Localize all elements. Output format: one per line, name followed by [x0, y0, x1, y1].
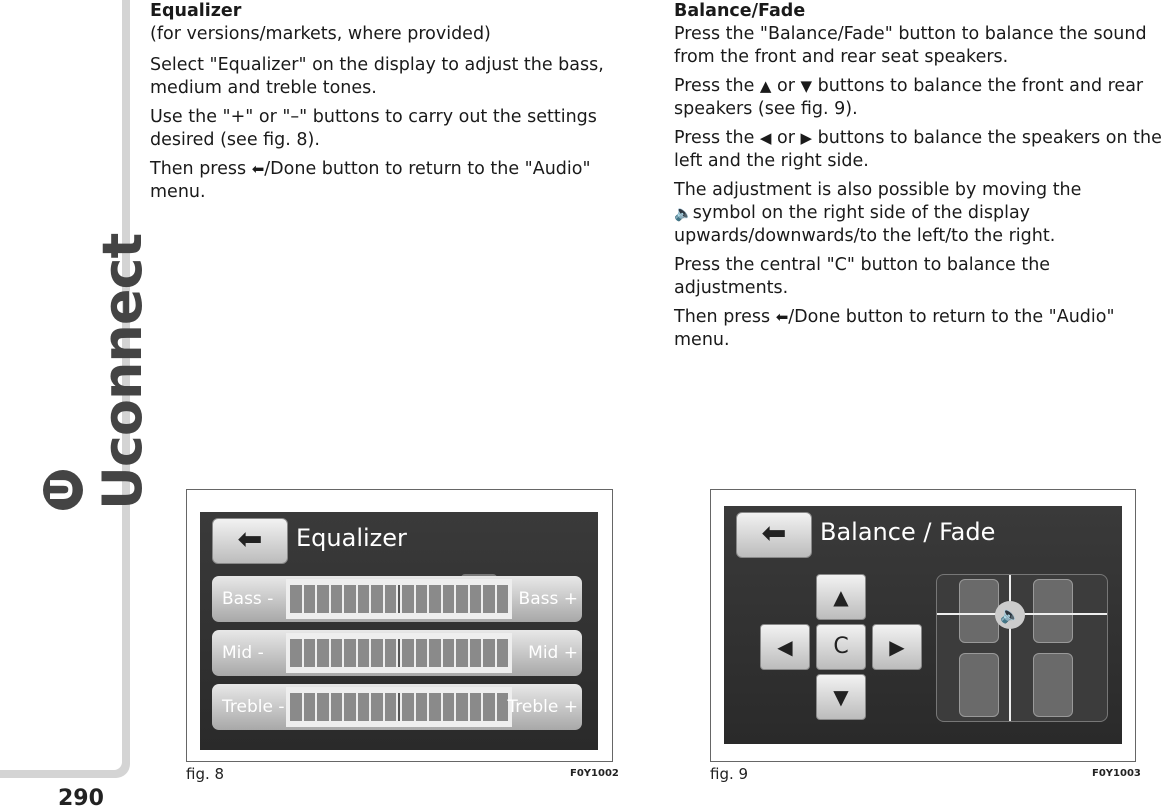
left-triangle-icon: ◀: [759, 129, 772, 147]
p3-start: Then press: [150, 159, 247, 179]
fig8-caption: fig. 8: [186, 765, 225, 783]
logo-text: Uconnect: [91, 233, 154, 510]
back-arrow-icon: ⬅: [775, 308, 789, 326]
treble-minus-button[interactable]: Treble -: [222, 697, 285, 717]
p3-start: Press the: [674, 128, 755, 148]
down-triangle-icon: ▼: [800, 77, 813, 95]
p3-end: buttons to balance the speakers on the left and the right side.: [674, 128, 1162, 171]
balance-p6: [674, 306, 1168, 352]
sidebar-tab: [0, 0, 154, 778]
equalizer-p2: Use the "+" or "–" buttons to carry out the settings desired (see fig. 8).: [150, 107, 597, 150]
speaker-icon: 🔈: [674, 204, 693, 222]
back-button[interactable]: [212, 518, 288, 564]
p3-or: or: [777, 128, 795, 148]
fig8-code: F0Y1002: [570, 768, 619, 779]
p6-start: Then press: [674, 307, 771, 327]
left-button[interactable]: [760, 624, 810, 670]
right-button[interactable]: [872, 624, 922, 670]
balance-p4: [674, 179, 1168, 248]
right-triangle-icon: ▶: [889, 635, 905, 659]
back-button[interactable]: [736, 512, 812, 558]
balance-heading: Balance/Fade: [674, 1, 806, 21]
seat-front-left: [959, 579, 999, 643]
back-arrow-icon: ⬅: [237, 522, 263, 557]
p2-start: Press the: [674, 76, 755, 96]
equalizer-p1: Select "Equalizer" on the display to adjust the bass, medium and treble tones.: [150, 55, 604, 98]
speaker-icon[interactable]: 🔈: [995, 601, 1025, 629]
back-arrow-icon: ⬅: [761, 516, 787, 551]
eq-row-treble: [212, 684, 582, 730]
bass-level-bar[interactable]: [286, 579, 512, 619]
page-number: 290: [58, 786, 104, 811]
right-triangle-icon: ▶: [800, 129, 813, 147]
up-triangle-icon: ▲: [759, 77, 772, 95]
balance-section: [674, 0, 1168, 358]
p2-end: buttons to balance the front and rear speakers (see fig. 9).: [674, 76, 1144, 119]
down-triangle-icon: ▼: [833, 685, 849, 709]
left-triangle-icon: ◀: [777, 635, 793, 659]
fig9-code: F0Y1003: [1092, 768, 1141, 779]
seat-rear-left: [959, 653, 999, 717]
equalizer-heading: Equalizer: [150, 1, 242, 21]
balance-p3: [674, 127, 1168, 173]
mid-plus-button[interactable]: Mid +: [528, 643, 578, 663]
balance-p1: Press the "Balance/Fade" button to balance the sound from the front and rear seat speakers.: [674, 24, 1147, 67]
p6-end: /Done button to return to the "Audio" menu.: [674, 307, 1115, 350]
balance-p2: [674, 75, 1168, 121]
eq-row-bass: [212, 576, 582, 622]
down-button[interactable]: [816, 674, 866, 720]
bass-minus-button[interactable]: Bass -: [222, 589, 274, 609]
balance-screen: [724, 506, 1122, 744]
screen-title: Balance / Fade: [820, 518, 996, 546]
seat-panel[interactable]: [936, 574, 1108, 722]
p3-end: /Done button to return to the "Audio" menu.: [150, 159, 591, 202]
figure-equalizer: [186, 489, 613, 762]
seat-front-right: [1033, 579, 1073, 643]
equalizer-p3: [150, 158, 650, 204]
center-button[interactable]: C: [816, 624, 866, 670]
balance-vertical-line: [1009, 575, 1011, 721]
seat-rear-right: [1033, 653, 1073, 717]
up-triangle-icon: ▲: [833, 585, 849, 609]
screen-title: Equalizer: [296, 524, 407, 552]
eq-row-mid: [212, 630, 582, 676]
mid-minus-button[interactable]: Mid -: [222, 643, 264, 663]
equalizer-subheading: (for versions/markets, where provided): [150, 24, 491, 44]
equalizer-section: [150, 0, 650, 210]
back-arrow-icon: ⬅: [251, 160, 265, 178]
uconnect-logo: [28, 233, 154, 510]
up-button[interactable]: [816, 574, 866, 620]
mid-level-bar[interactable]: [286, 633, 512, 673]
figure-balance-fade: [710, 489, 1136, 762]
p4-start: The adjustment is also possible by moving the: [674, 180, 1082, 200]
p4-end: symbol on the right side of the display upwards/downwards/to the left/to the right.: [674, 203, 1056, 246]
logo-u-icon: U: [43, 470, 83, 510]
treble-level-bar[interactable]: [286, 687, 512, 727]
p2-or: or: [777, 76, 795, 96]
equalizer-screen: [200, 512, 598, 750]
balance-p5: Press the central "C" button to balance the adjustments.: [674, 255, 1051, 298]
bass-plus-button[interactable]: Bass +: [518, 589, 578, 609]
fig9-caption: fig. 9: [710, 765, 749, 783]
treble-plus-button[interactable]: Treble +: [507, 697, 578, 717]
